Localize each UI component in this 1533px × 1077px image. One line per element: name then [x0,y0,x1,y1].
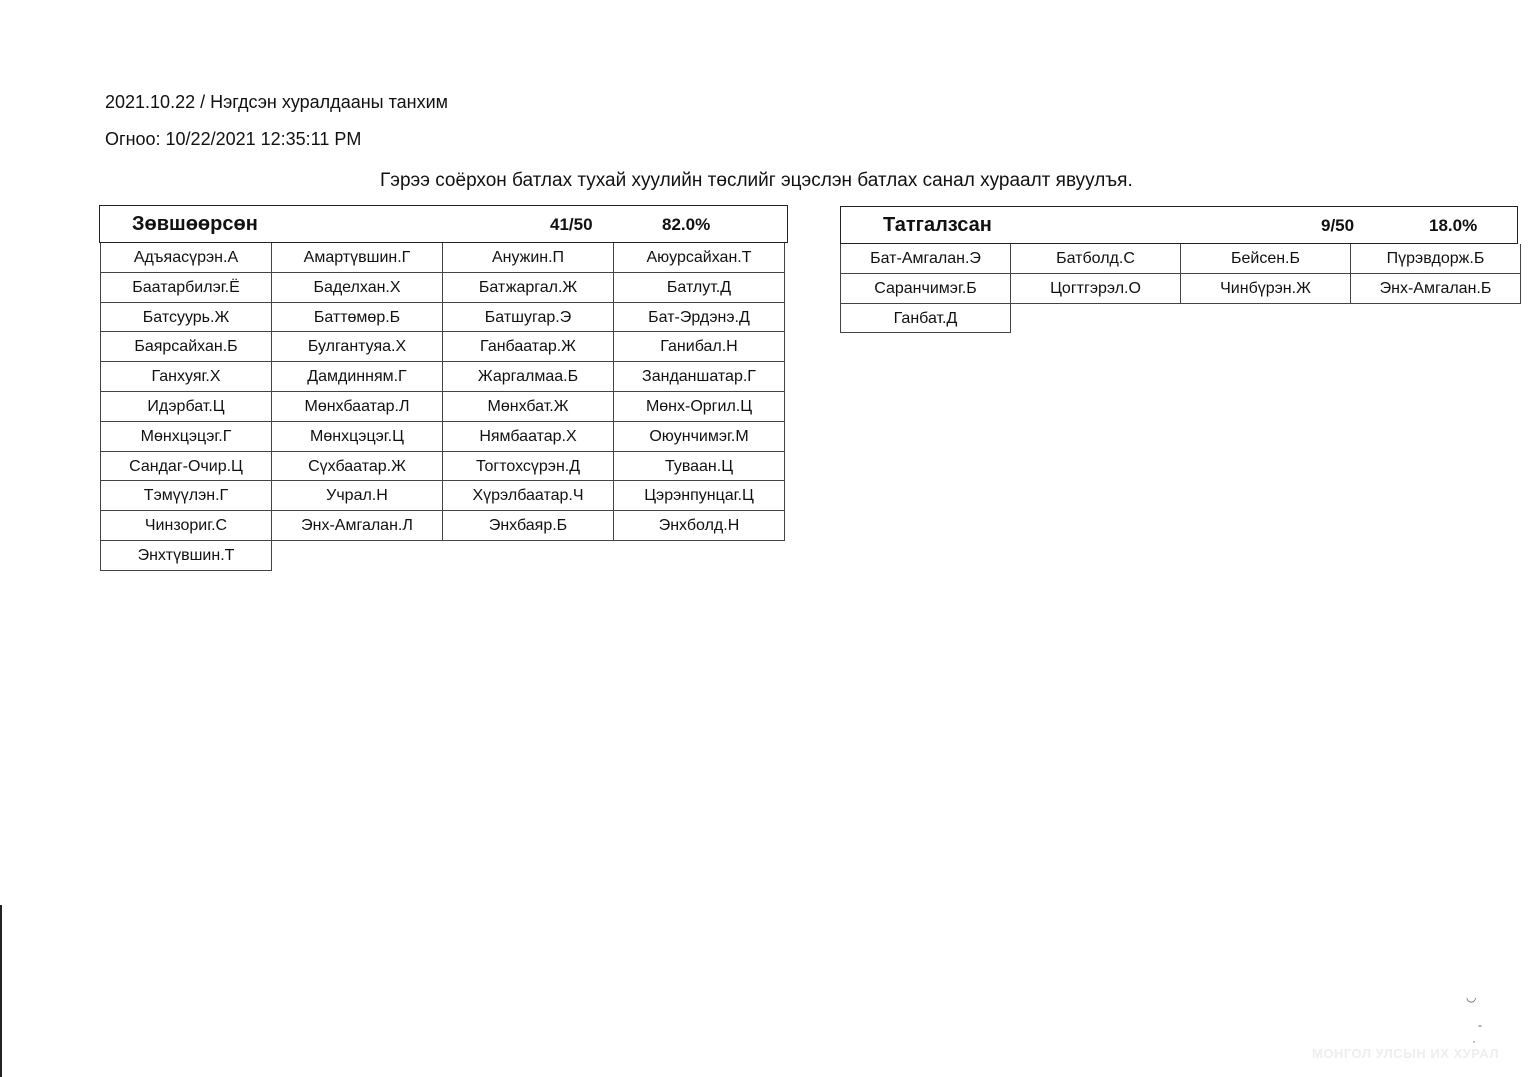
approved-name-cell: Адъяасүрэн.А [100,243,272,273]
approved-name-cell: Булгантуяа.Х [271,332,443,362]
approved-name-cell: Нямбаатар.Х [442,422,614,452]
approved-name-cell: Занданшатар.Г [613,362,785,392]
approved-name-cell: Тэмүүлэн.Г [100,481,272,511]
approved-name-cell: Тогтохсүрэн.Д [442,452,614,482]
rejected-title: Татгалзсан [883,214,992,236]
approved-name-cell: Баатарбилэг.Ё [100,273,272,303]
date-line: Огноо: 10/22/2021 12:35:11 PM [105,129,362,149]
approved-name-cell: Аюурсайхан.Т [613,243,785,273]
approved-name-cell: Дамдинням.Г [271,362,443,392]
rejected-name-cell: Цогтгэрэл.О [1010,274,1181,304]
scan-mark: · [1472,1034,1476,1048]
approved-name-cell: Мөнхцэцэг.Г [100,422,272,452]
scan-mark: - [1478,1018,1482,1032]
rejected-name-cell: Бат-Амгалан.Э [840,244,1011,274]
approved-name-cell: Идэрбат.Ц [100,392,272,422]
rejected-name-cell: Ганбат.Д [840,304,1011,334]
approved-name-cell: Цэрэнпунцаг.Ц [613,481,785,511]
scan-mark: ◡ [1466,990,1477,1004]
approved-name-cell: Мөнхбаатар.Л [271,392,443,422]
approved-name-cell: Сандаг-Очир.Ц [100,452,272,482]
approved-name-cell: Батлут.Д [613,273,785,303]
approved-name-cell: Батшугар.Э [442,303,614,333]
motion-title: Гэрээ соёрхон батлах тухай хуулийн төслийг эцэслэн батлах санал хураалт явуулъя. [380,170,1133,191]
approved-name-cell: Мөнхбат.Ж [442,392,614,422]
approved-name-cell: Анужин.П [442,243,614,273]
approved-title: Зөвшөөрсөн [132,213,258,235]
approved-name-cell: Амартүвшин.Г [271,243,443,273]
approved-name-cell: Туваан.Ц [613,452,785,482]
session-line: 2021.10.22 / Нэгдсэн хуралдааны танхим [105,92,449,112]
approved-name-cell: Мөнхцэцэг.Ц [271,422,443,452]
approved-name-cell: Бат-Эрдэнэ.Д [613,303,785,333]
approved-name-cell: Ганбаатар.Ж [442,332,614,362]
approved-name-cell: Баттөмөр.Б [271,303,443,333]
approved-header [99,205,788,243]
approved-name-cell: Энхбаяр.Б [442,511,614,541]
rejected-count: 9/50 [1321,216,1355,235]
approved-panel [99,205,788,571]
approved-count: 41/50 [550,215,593,234]
approved-name-cell: Энх-Амгалан.Л [271,511,443,541]
approved-names-grid [100,243,788,571]
rejected-name-cell: Бейсен.Б [1180,244,1351,274]
approved-name-cell: Ганибал.Н [613,332,785,362]
rejected-names-grid [840,244,1518,333]
approved-percent: 82.0% [662,215,711,234]
approved-name-cell: Оюунчимэг.М [613,422,785,452]
approved-name-cell: Энхболд.Н [613,511,785,541]
approved-name-cell: Жаргалмаа.Б [442,362,614,392]
rejected-header [840,206,1518,244]
rejected-name-cell: Батболд.С [1010,244,1181,274]
approved-name-cell: Ганхуяг.Х [100,362,272,392]
watermark: МОНГОЛ УЛСЫН ИХ ХУРАЛ [1312,1046,1499,1061]
rejected-panel [840,206,1518,333]
approved-name-cell: Батжаргал.Ж [442,273,614,303]
approved-name-cell: Баярсайхан.Б [100,332,272,362]
approved-name-cell: Чинзориг.С [100,511,272,541]
rejected-percent: 18.0% [1429,216,1478,235]
rejected-name-cell: Чинбүрэн.Ж [1180,274,1351,304]
approved-name-cell: Сүхбаатар.Ж [271,452,443,482]
scan-edge-line [0,905,2,1077]
rejected-name-cell: Энх-Амгалан.Б [1350,274,1521,304]
approved-name-cell: Хүрэлбаатар.Ч [442,481,614,511]
approved-name-cell: Баделхан.Х [271,273,443,303]
approved-name-cell: Энхтүвшин.Т [100,541,272,571]
approved-name-cell: Батсуурь.Ж [100,303,272,333]
rejected-name-cell: Пүрэвдорж.Б [1350,244,1521,274]
approved-name-cell: Мөнх-Оргил.Ц [613,392,785,422]
approved-name-cell: Учрал.Н [271,481,443,511]
rejected-name-cell: Саранчимэг.Б [840,274,1011,304]
